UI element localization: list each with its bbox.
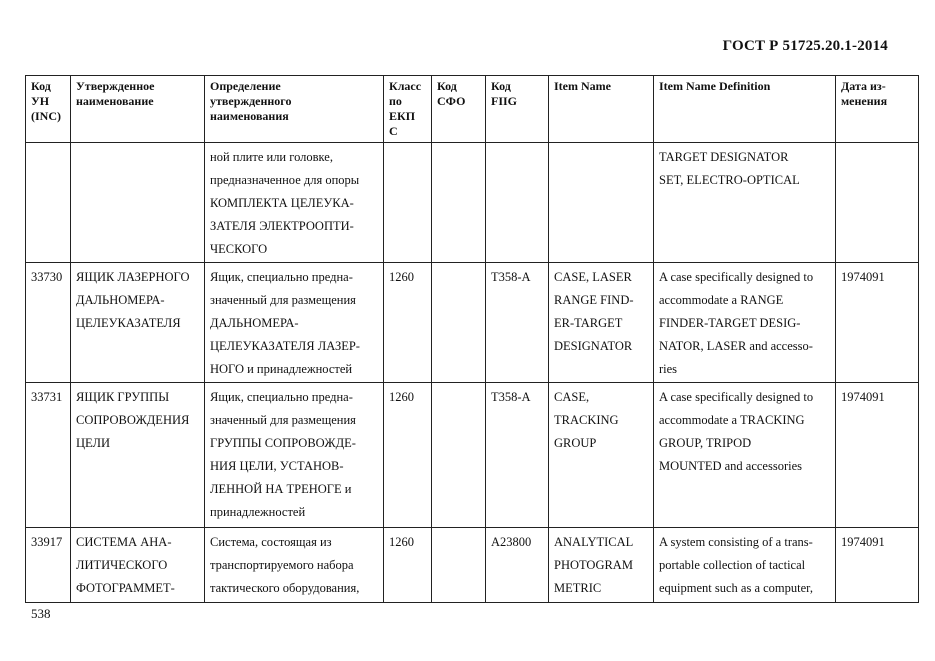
column-header-line: (INC)	[31, 109, 61, 123]
column-header-inc	[26, 76, 71, 143]
cell-text-line: ГРУППЫ СОПРОВОЖДЕ-	[210, 436, 356, 450]
cell-text-line: 33731	[31, 390, 63, 404]
table-cell-definition	[205, 263, 384, 383]
column-header-name	[71, 76, 205, 143]
table-header-row	[26, 76, 919, 143]
cell-text-line: ДАЛЬНОМЕРА-	[76, 293, 165, 307]
table-cell-name	[71, 383, 205, 528]
table-cell-item-def	[654, 263, 836, 383]
cell-text-line: ФОТОГРАММЕТ-	[76, 581, 175, 595]
cell-text-line: НИЯ ЦЕЛИ, УСТАНОВ-	[210, 459, 344, 473]
cell-text-line: предназначенное для опоры	[210, 173, 360, 187]
cell-text-line: ER-TARGET	[554, 316, 623, 330]
cell-text-line: TRACKING	[554, 413, 619, 427]
column-header-item-name	[549, 76, 654, 143]
column-header-line: Утвержденное	[76, 79, 155, 93]
table-cell-inc	[26, 263, 71, 383]
cell-text-line: ЦЕЛИ	[76, 436, 111, 450]
column-header-line: наименование	[76, 94, 154, 108]
cell-text-line: ries	[659, 362, 678, 376]
table-cell-sfo	[432, 263, 486, 383]
column-header-line: С	[389, 124, 398, 138]
column-header-line: наименования	[210, 109, 289, 123]
cell-text-line: T358-A	[491, 270, 531, 284]
cell-text-line: транспортируемого набора	[210, 558, 354, 572]
cell-text-line: Ящик, специально предна-	[210, 270, 353, 284]
cell-text-line: GROUP, TRIPOD	[659, 436, 752, 450]
cell-text-line: NATOR, LASER and accesso-	[659, 339, 813, 353]
column-header-line: Класс	[389, 79, 422, 93]
column-header-date	[836, 76, 919, 143]
table-cell-inc	[26, 383, 71, 528]
cell-text-line: 1260	[389, 535, 414, 549]
column-header-item-def	[654, 76, 836, 143]
cell-text-line: Ящик, специально предна-	[210, 390, 353, 404]
table-cell-name	[71, 263, 205, 383]
cell-text-line: FINDER-TARGET DESIG-	[659, 316, 801, 330]
column-header-line: Item Name	[554, 79, 611, 93]
table-cell-item-def	[654, 143, 836, 263]
cell-text-line: КОМПЛЕКТА ЦЕЛЕУКА-	[210, 196, 354, 210]
column-header-definition	[205, 76, 384, 143]
table-cell-fiig	[486, 263, 549, 383]
table-cell-fiig	[486, 528, 549, 603]
table-cell-item-def	[654, 383, 836, 528]
cell-text-line: RANGE FIND-	[554, 293, 634, 307]
table-cell-name	[71, 143, 205, 263]
cell-text-line: PHOTOGRAM	[554, 558, 633, 572]
cell-text-line: 33730	[31, 270, 63, 284]
column-header-sfo	[432, 76, 486, 143]
cell-text-line: equipment such as a computer,	[659, 581, 813, 595]
table-row	[26, 143, 919, 263]
table-body	[26, 143, 919, 603]
column-header-line: Код	[491, 79, 511, 93]
column-header-line: УН	[31, 94, 50, 108]
table-cell-sfo	[432, 143, 486, 263]
cell-text-line: DESIGNATOR	[554, 339, 633, 353]
cell-text-line: TARGET DESIGNATOR	[659, 150, 789, 164]
table-cell-item-name	[549, 143, 654, 263]
column-header-line: Код	[437, 79, 457, 93]
cell-text-line: 1974091	[841, 270, 885, 284]
cell-text-line: значенный для размещения	[210, 293, 356, 307]
cell-text-line: ДАЛЬНОМЕРА-	[210, 316, 299, 330]
column-header-class	[384, 76, 432, 143]
table-row	[26, 383, 919, 528]
cell-text-line: MOUNTED and accessories	[659, 459, 803, 473]
table-cell-date	[836, 383, 919, 528]
cell-text-line: 1974091	[841, 390, 885, 404]
cell-text-line: ной плите или головке,	[210, 150, 333, 164]
cell-text-line: значенный для размещения	[210, 413, 356, 427]
cell-text-line: ЯЩИК ЛАЗЕРНОГО	[76, 270, 190, 284]
cell-text-line: SET, ELECTRO-OPTICAL	[659, 173, 800, 187]
cell-text-line: НОГО и принадлежностей	[210, 362, 353, 376]
table-cell-item-name	[549, 528, 654, 603]
cell-text-line: ЦЕЛЕУКАЗАТЕЛЯ	[76, 316, 181, 330]
cell-text-line: 1260	[389, 270, 414, 284]
table-cell-fiig	[486, 143, 549, 263]
cell-text-line: portable collection of tactical	[659, 558, 806, 572]
column-header-line: Item Name Definition	[659, 79, 771, 93]
cell-text-line: ЦЕЛЕУКАЗАТЕЛЯ ЛАЗЕР-	[210, 339, 360, 353]
column-header-line: ЕКП	[389, 109, 416, 123]
table-cell-name	[71, 528, 205, 603]
table-cell-class	[384, 263, 432, 383]
column-header-line: СФО	[437, 94, 466, 108]
column-header-line: FIIG	[491, 94, 518, 108]
cell-text-line: CASE, LASER	[554, 270, 632, 284]
cell-text-line: accommodate a TRACKING	[659, 413, 805, 427]
cell-text-line: ЯЩИК ГРУППЫ	[76, 390, 170, 404]
cell-text-line: СИСТЕМА АНА-	[76, 535, 172, 549]
table-cell-date	[836, 528, 919, 603]
cell-text-line: 1260	[389, 390, 414, 404]
cell-text-line: ЧЕСКОГО	[210, 242, 268, 256]
cell-text-line: accommodate a RANGE	[659, 293, 784, 307]
cell-text-line: тактического оборудования,	[210, 581, 360, 595]
page-number: 538	[31, 606, 51, 621]
table-cell-definition	[205, 383, 384, 528]
table-cell-date	[836, 263, 919, 383]
column-header-line: Дата из-	[841, 79, 886, 93]
column-header-line: по	[389, 94, 402, 108]
table-cell-class	[384, 528, 432, 603]
table-cell-date	[836, 143, 919, 263]
table-cell-item-name	[549, 383, 654, 528]
cell-text-line: принадлежностей	[210, 505, 306, 519]
document-code: ГОСТ Р 51725.20.1-2014	[722, 38, 888, 54]
cell-text-line: 1974091	[841, 535, 885, 549]
column-header-line: менения	[841, 94, 888, 108]
cell-text-line: CASE,	[554, 390, 590, 404]
cell-text-line: СОПРОВОЖДЕНИЯ	[76, 413, 190, 427]
table-cell-definition	[205, 528, 384, 603]
column-header-line: Код	[31, 79, 51, 93]
cell-text-line: A23800	[491, 535, 532, 549]
column-header-line: Определение	[210, 79, 281, 93]
column-header-fiig	[486, 76, 549, 143]
table-cell-item-name	[549, 263, 654, 383]
cell-text-line: 33917	[31, 535, 63, 549]
table-row	[26, 528, 919, 603]
cell-text-line: ЛИТИЧЕСКОГО	[76, 558, 168, 572]
table-cell-inc	[26, 528, 71, 603]
table-cell-definition	[205, 143, 384, 263]
cell-text-line: METRIC	[554, 581, 602, 595]
table-cell-class	[384, 383, 432, 528]
cell-text-line: GROUP	[554, 436, 597, 450]
spec-table	[25, 75, 919, 603]
cell-text-line: T358-A	[491, 390, 531, 404]
cell-text-line: ANALYTICAL	[554, 535, 634, 549]
cell-text-line: ЗАТЕЛЯ ЭЛЕКТРООПТИ-	[210, 219, 354, 233]
column-header-line: утвержденного	[210, 94, 292, 108]
table-cell-inc	[26, 143, 71, 263]
table-cell-fiig	[486, 383, 549, 528]
table-cell-item-def	[654, 528, 836, 603]
table-cell-class	[384, 143, 432, 263]
cell-text-line: Система, состоящая из	[210, 535, 332, 549]
cell-text-line: A case specifically designed to	[659, 270, 814, 284]
cell-text-line: ЛЕННОЙ НА ТРЕНОГЕ и	[210, 482, 352, 496]
table-cell-sfo	[432, 383, 486, 528]
cell-text-line: A case specifically designed to	[659, 390, 814, 404]
cell-text-line: A system consisting of a trans-	[659, 535, 813, 549]
table-cell-sfo	[432, 528, 486, 603]
table-row	[26, 263, 919, 383]
